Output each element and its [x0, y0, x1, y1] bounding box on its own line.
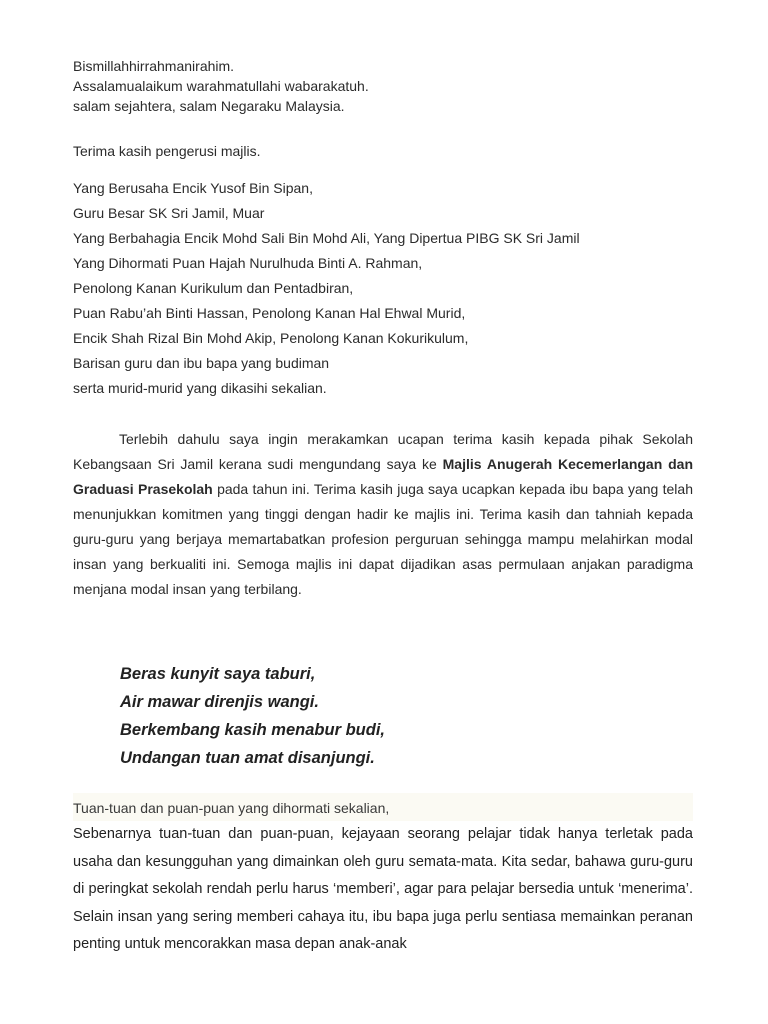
greeting-line: salam sejahtera, salam Negaraku Malaysia. — [73, 98, 345, 114]
addressee-line: Encik Shah Rizal Bin Mohd Akip, Penolong Kanan Kokurikulum, — [73, 330, 469, 346]
addressee-line: Yang Berbahagia Encik Mohd Sali Bin Mohd Ali, Yang Dipertua PIBG SK Sri Jamil — [73, 230, 580, 246]
thanks-chair-line: Terima kasih pengerusi majlis. — [73, 143, 261, 159]
opening-paragraph — [73, 427, 693, 602]
greeting-line: Bismillahhirrahmanirahim. — [73, 58, 235, 74]
addressee-line: Barisan guru dan ibu bapa yang budiman — [73, 355, 330, 371]
addressee-list — [73, 176, 580, 401]
paragraph-text: Terlebih dahulu saya ingin merakamkan ucapan terima kasih kepada pihak Sekolah Kebangsaan Sri Jamil kerana sudi mengundang saya ke — [73, 431, 693, 472]
addressee-line: Guru Besar SK Sri Jamil, Muar — [73, 205, 265, 221]
pantun-line: Berkembang kasih menabur budi, — [120, 721, 385, 739]
pantun-line: Air mawar direnjis wangi. — [120, 693, 319, 711]
thanks-chair — [73, 141, 261, 161]
pantun-verse — [120, 660, 385, 772]
addressee-line: serta murid-murid yang dikasihi sekalian. — [73, 380, 327, 396]
second-paragraph: Sebenarnya tuan-tuan dan puan-puan, kejayaan seorang pelajar tidak hanya terletak pada usaha dan kesungguhan yang dimainkan oleh guru semata-mata. Kita sedar, bahawa guru-guru di peringkat sekolah rendah perlu harus ‘memberi’, agar para pelajar bersedia untuk ‘menerima’. Selain insan yang sering memberi cahaya itu, ibu bapa juga perlu sentiasa memainkan peranan penting untuk mencorakkan masa depan anak-anak — [73, 826, 693, 952]
pantun-line: Beras kunyit saya taburi, — [120, 665, 316, 683]
greeting-line: Assalamualaikum warahmatullahi wabarakatuh. — [73, 78, 369, 94]
addressee-line: Yang Dihormati Puan Hajah Nurulhuda Binti A. Rahman, — [73, 255, 423, 271]
salutation: Tuan-tuan dan puan-puan yang dihormati sekalian, — [73, 793, 693, 821]
pantun-line: Undangan tuan amat disanjungi. — [120, 749, 375, 767]
event-name: Majlis Anugerah Kecemerlangan dan Graduasi Prasekolah — [73, 456, 693, 497]
addressee-line: Puan Rabu’ah Binti Hassan, Penolong Kanan Hal Ehwal Murid, — [73, 305, 466, 321]
addressee-line: Yang Berusaha Encik Yusof Bin Sipan, — [73, 180, 313, 196]
addressee-line: Penolong Kanan Kurikulum dan Pentadbiran, — [73, 280, 354, 296]
opening-greetings — [73, 56, 369, 116]
second-section — [73, 793, 693, 959]
paragraph-text: pada tahun ini. Terima kasih juga saya ucapkan kepada ibu bapa yang telah menunjukkan komitmen yang tinggi dengan hadir ke majlis ini. Terima kasih dan tahniah kepada guru-guru yang berjaya memartabatkan profesion perguruan sehingga mampu melahirkan modal insan yang berkualiti ini. Semoga majlis ini dapat dijadikan asas permulaan anjakan paradigma menjana modal insan yang terbilang. — [73, 481, 693, 597]
